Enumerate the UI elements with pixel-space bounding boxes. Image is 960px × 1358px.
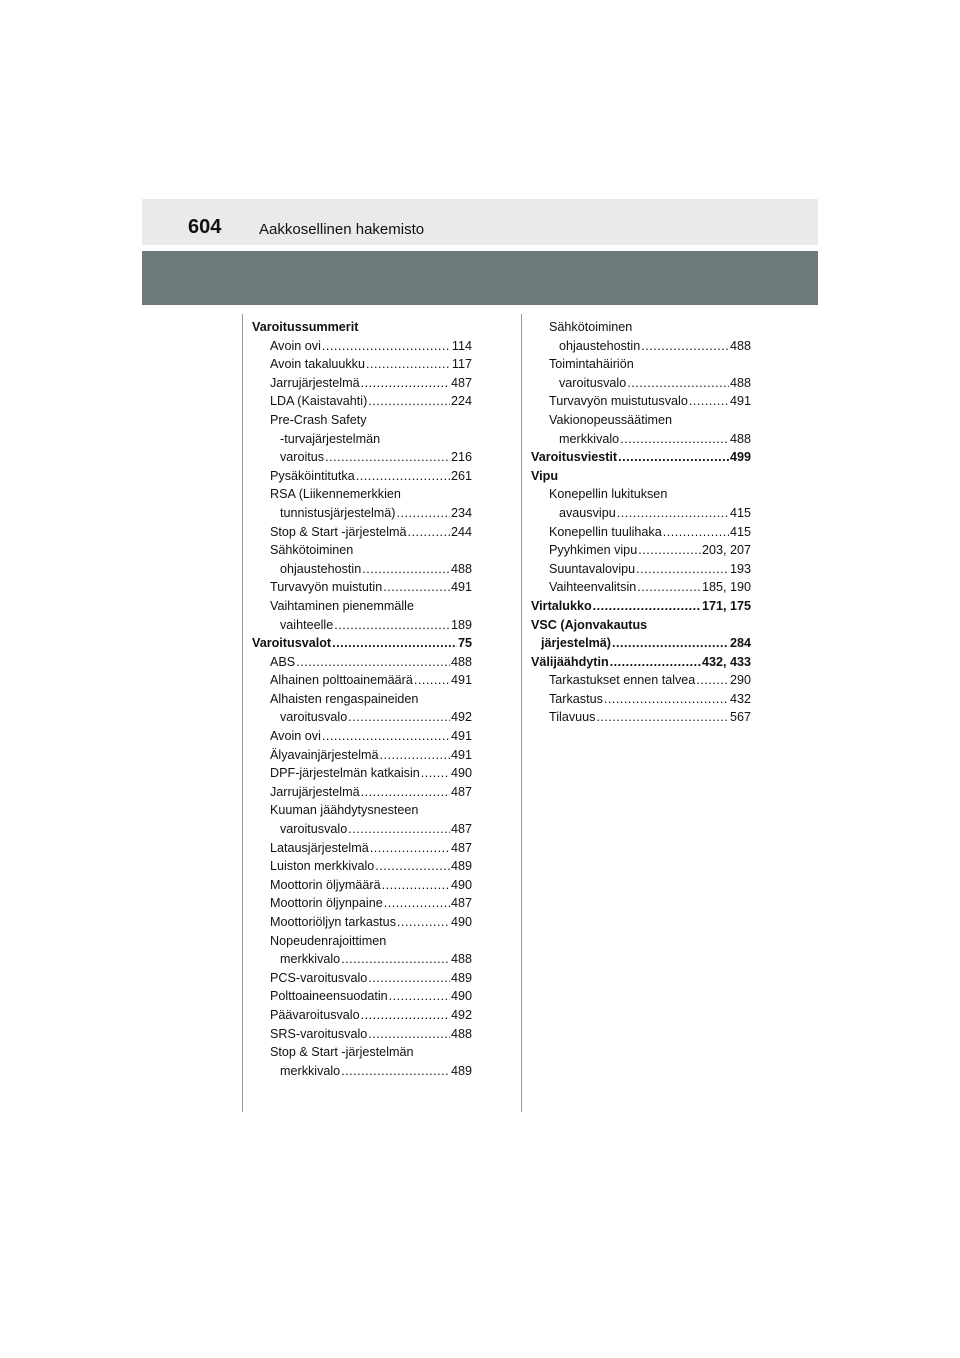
index-entry (531, 560, 751, 579)
index-entry-page: 488 (450, 654, 472, 669)
index-entry-text: Tarkastukset ennen talvea (549, 673, 696, 688)
index-entry-page: 216 (450, 450, 472, 465)
index-entry-text: Pyyhkimen vipu (549, 543, 638, 558)
index-entry-text: Stop & Start -järjestelmä (270, 524, 407, 539)
index-entry-page: 117 (451, 357, 472, 372)
dot-leader (368, 1025, 450, 1044)
index-entry (252, 355, 472, 374)
index-entry (531, 337, 751, 356)
dot-leader (636, 560, 729, 579)
section-title: Aakkosellinen hakemisto (259, 221, 425, 238)
index-entry-page: 567 (729, 710, 751, 725)
index-entry (252, 616, 472, 635)
index-entry (531, 467, 751, 486)
index-entry-text: Varoitusvalot (252, 636, 332, 651)
dot-leader (366, 355, 451, 374)
index-entry-text: Vakionopeussäätimen (549, 412, 672, 427)
index-entry-text: DPF-järjestelmän katkaisin (270, 766, 420, 781)
dot-leader (637, 578, 701, 597)
index-entry-text: Jarrujärjestelmä (270, 375, 360, 390)
index-entry-page: 487 (450, 822, 472, 837)
index-entry (252, 894, 472, 913)
index-entry-text: varoitus (280, 450, 325, 465)
dot-leader (610, 653, 701, 672)
index-entry-page: 491 (729, 394, 751, 409)
index-entry-page: 185, 190 (701, 580, 751, 595)
index-entry-page: 415 (729, 505, 751, 520)
dot-leader (617, 504, 729, 523)
header-bar (142, 199, 818, 245)
dot-leader (604, 690, 729, 709)
index-entry (531, 690, 751, 709)
index-entry (531, 504, 751, 523)
index-entry-text: järjestelmä) (541, 636, 612, 651)
index-entry-page: 488 (729, 338, 751, 353)
index-entry-text: Alhainen polttoainemäärä (270, 673, 413, 688)
index-entry-text: Alhaisten rengaspaineiden (270, 691, 419, 706)
dot-leader (618, 448, 729, 467)
index-entry-page: 193 (729, 561, 751, 576)
index-entry (531, 523, 751, 542)
dot-leader (696, 671, 729, 690)
index-entry (531, 708, 751, 727)
dot-leader (382, 876, 450, 895)
index-entry (252, 430, 472, 449)
index-entry (252, 746, 472, 765)
index-entry-page: 203, 207 (701, 543, 751, 558)
column-rule-middle (521, 314, 522, 1112)
index-entry-page: 487 (450, 375, 472, 390)
index-column-right (531, 318, 751, 727)
dot-leader (348, 820, 450, 839)
dot-leader (296, 653, 450, 672)
index-entry (252, 708, 472, 727)
dot-leader (341, 1062, 450, 1081)
index-entry (531, 634, 751, 653)
index-entry (531, 318, 751, 337)
index-entry-text: Jarrujärjestelmä (270, 784, 360, 799)
index-entry-page: 488 (450, 952, 472, 967)
index-entry (531, 485, 751, 504)
index-entry-page: 171, 175 (701, 598, 751, 613)
index-entry-page: 261 (450, 468, 472, 483)
dot-leader (370, 839, 450, 858)
index-entry-text: Polttoaineensuodatin (270, 989, 388, 1004)
index-entry-text: merkkivalo (280, 1063, 341, 1078)
dot-leader (322, 727, 450, 746)
index-entry (252, 448, 472, 467)
index-entry-text: Pysäköintitutka (270, 468, 355, 483)
dot-leader (627, 374, 729, 393)
index-entry (531, 448, 751, 467)
index-entry-text: Turvavyön muistutusvalo (549, 394, 688, 409)
index-entry (252, 504, 472, 523)
index-entry (252, 411, 472, 430)
header-band (142, 251, 818, 305)
dot-leader (341, 950, 450, 969)
index-entry (252, 653, 472, 672)
index-entry-text: avausvipu (559, 505, 616, 520)
index-entry-text: Älyavainjärjestelmä (270, 747, 379, 762)
dot-leader (361, 374, 450, 393)
index-entry (531, 653, 751, 672)
index-entry-text: Tilavuus (549, 710, 596, 725)
index-entry (252, 337, 472, 356)
dot-leader (322, 337, 451, 356)
index-entry-text: ohjaustehostin (559, 338, 641, 353)
index-entry (252, 597, 472, 616)
index-entry-page: 491 (450, 747, 472, 762)
index-entry-page: 488 (729, 431, 751, 446)
index-entry (252, 1025, 472, 1044)
index-entry (252, 727, 472, 746)
index-entry-text: Virtalukko (531, 598, 592, 613)
index-entry (252, 857, 472, 876)
dot-leader (689, 392, 729, 411)
dot-leader (334, 616, 450, 635)
index-entry (531, 616, 751, 635)
index-entry-page: 234 (450, 505, 472, 520)
index-entry-text: vaihteelle (280, 617, 334, 632)
dot-leader (414, 671, 450, 690)
index-entry-page: 491 (450, 580, 472, 595)
index-entry-text: Avoin ovi (270, 338, 321, 353)
index-entry-page: 114 (451, 338, 472, 353)
index-entry (252, 1006, 472, 1025)
dot-leader (380, 746, 450, 765)
dot-leader (397, 504, 450, 523)
index-entry-text: varoitusvalo (559, 375, 627, 390)
index-entry-text: Vaihteenvalitsin (549, 580, 637, 595)
dot-leader (397, 913, 450, 932)
index-entry (531, 541, 751, 560)
index-entry-text: Välijäähdytin (531, 654, 609, 669)
index-entry-page: 490 (450, 877, 472, 892)
index-entry-text: Sähkötoiminen (270, 543, 354, 558)
index-entry-text: varoitusvalo (280, 710, 348, 725)
dot-leader (361, 783, 450, 802)
index-entry-page: 432 (729, 691, 751, 706)
index-entry-text: Vipu (531, 468, 559, 483)
column-rule-left (242, 314, 243, 1112)
index-entry-text: Kuuman jäähdytysnesteen (270, 803, 419, 818)
dot-leader (663, 523, 729, 542)
index-entry (252, 634, 472, 653)
index-entry (531, 355, 751, 374)
index-entry-page: 488 (729, 375, 751, 390)
dot-leader (348, 708, 450, 727)
index-entry-text: Avoin ovi (270, 729, 321, 744)
dot-leader (596, 708, 729, 727)
index-entry-page: 490 (450, 766, 472, 781)
dot-leader (638, 541, 701, 560)
index-entry-text: Moottorin öljynpaine (270, 896, 383, 911)
dot-leader (620, 430, 729, 449)
index-entry (252, 783, 472, 802)
index-entry-text: PCS-varoitusvalo (270, 970, 368, 985)
index-entry (252, 820, 472, 839)
index-entry-page: 487 (450, 784, 472, 799)
index-column-left (252, 318, 472, 1080)
index-entry (252, 690, 472, 709)
index-entry (252, 913, 472, 932)
index-entry (531, 578, 751, 597)
index-entry (531, 671, 751, 690)
index-entry-page: 488 (450, 1026, 472, 1041)
index-entry-page: 499 (729, 450, 751, 465)
index-entry-text: Luiston merkkivalo (270, 859, 375, 874)
index-entry-page: 487 (450, 896, 472, 911)
index-entry-text: Suuntavalovipu (549, 561, 636, 576)
dot-leader (593, 597, 701, 616)
index-entry (531, 374, 751, 393)
index-entry (252, 485, 472, 504)
dot-leader (332, 634, 457, 653)
index-entry-page: 415 (729, 524, 751, 539)
index-entry-page: 75 (457, 636, 472, 651)
dot-leader (325, 448, 450, 467)
index-entry-text: Päävaroitusvalo (270, 1007, 360, 1022)
dot-leader (389, 987, 450, 1006)
index-entry-text: Turvavyön muistutin (270, 580, 383, 595)
index-entry (252, 541, 472, 560)
dot-leader (421, 764, 450, 783)
index-entry (252, 392, 472, 411)
index-entry-page: 290 (729, 673, 751, 688)
index-entry (531, 597, 751, 616)
index-entry-text: merkkivalo (559, 431, 620, 446)
index-entry-text: Konepellin lukituksen (549, 487, 668, 502)
index-entry (531, 392, 751, 411)
index-entry-text: Vaihtaminen pienemmälle (270, 598, 414, 613)
dot-leader (407, 523, 450, 542)
index-entry-page: 491 (450, 673, 472, 688)
index-entry-page: 489 (450, 970, 472, 985)
index-entry (252, 1043, 472, 1062)
index-entry (252, 523, 472, 542)
index-entry-text: Tarkastus (549, 691, 603, 706)
index-entry-text: Pre-Crash Safety (270, 412, 367, 427)
index-entry (252, 671, 472, 690)
index-entry-text: RSA (Liikennemerkkien (270, 487, 401, 502)
index-entry-page: 488 (450, 561, 472, 576)
index-entry-text: ABS (270, 654, 296, 669)
index-entry-text: SRS-varoitusvalo (270, 1026, 368, 1041)
page-number: 604 (188, 216, 222, 238)
index-entry (252, 560, 472, 579)
index-entry-text: varoitusvalo (280, 822, 348, 837)
index-entry-text: merkkivalo (280, 952, 341, 967)
index-entry-page: 490 (450, 915, 472, 929)
index-entry-page: 489 (450, 1063, 472, 1078)
dot-leader (361, 1006, 450, 1025)
index-entry (252, 801, 472, 820)
index-entry (252, 950, 472, 969)
index-entry-page: 491 (450, 729, 472, 744)
index-entry (252, 876, 472, 895)
dot-leader (384, 894, 450, 913)
index-entry-text: tunnistusjärjestelmä) (280, 505, 396, 520)
index-entry-page: 487 (450, 840, 472, 855)
dot-leader (375, 857, 450, 876)
index-entry-text: Moottorin öljymäärä (270, 877, 381, 892)
index-entry (531, 411, 751, 430)
index-entry-text: Konepellin tuulihaka (549, 524, 662, 539)
dot-leader (368, 969, 450, 988)
index-entry-page: 244 (450, 524, 472, 539)
index-entry-text: Toimintahäiriön (549, 357, 634, 372)
index-entry-page: 490 (450, 989, 472, 1004)
index-entry (252, 318, 472, 337)
index-entry (252, 969, 472, 988)
index-entry-text: -turvajärjestelmän (280, 431, 381, 446)
index-entry-text: Varoitussummerit (252, 320, 359, 334)
index-entry (252, 374, 472, 393)
index-entry-text: Sähkötoiminen (549, 320, 633, 334)
index-entry-text: Avoin takaluukku (270, 357, 365, 372)
index-entry (252, 578, 472, 597)
dot-leader (383, 578, 450, 597)
index-entry-page: 489 (450, 859, 472, 874)
index-entry-text: VSC (Ajonvakautus (531, 617, 648, 632)
index-entry-text: Latausjärjestelmä (270, 840, 369, 855)
dot-leader (612, 634, 729, 653)
index-entry-page: 492 (450, 710, 472, 725)
dot-leader (362, 560, 450, 579)
index-entry (252, 839, 472, 858)
index-entry-page: 492 (450, 1007, 472, 1022)
index-entry-text: Stop & Start -järjestelmän (270, 1045, 414, 1060)
index-entry (252, 987, 472, 1006)
index-entry-text: ohjaustehostin (280, 561, 362, 576)
index-entry (252, 1062, 472, 1081)
index-entry-text: Moottoriöljyn tarkastus (270, 915, 396, 929)
index-entry-page: 224 (450, 394, 472, 409)
index-entry-page: 189 (450, 617, 472, 632)
index-entry (252, 467, 472, 486)
index-entry-text: Varoitusviestit (531, 450, 618, 465)
index-entry (252, 764, 472, 783)
index-entry (252, 932, 472, 951)
index-entry-text: Nopeudenrajoittimen (270, 933, 387, 948)
dot-leader (356, 467, 450, 486)
index-entry-page: 432, 433 (701, 654, 751, 669)
index-entry-text: LDA (Kaistavahti) (270, 394, 368, 409)
index-entry (531, 430, 751, 449)
dot-leader (368, 392, 450, 411)
dot-leader (641, 337, 729, 356)
index-entry-page: 284 (729, 636, 751, 651)
